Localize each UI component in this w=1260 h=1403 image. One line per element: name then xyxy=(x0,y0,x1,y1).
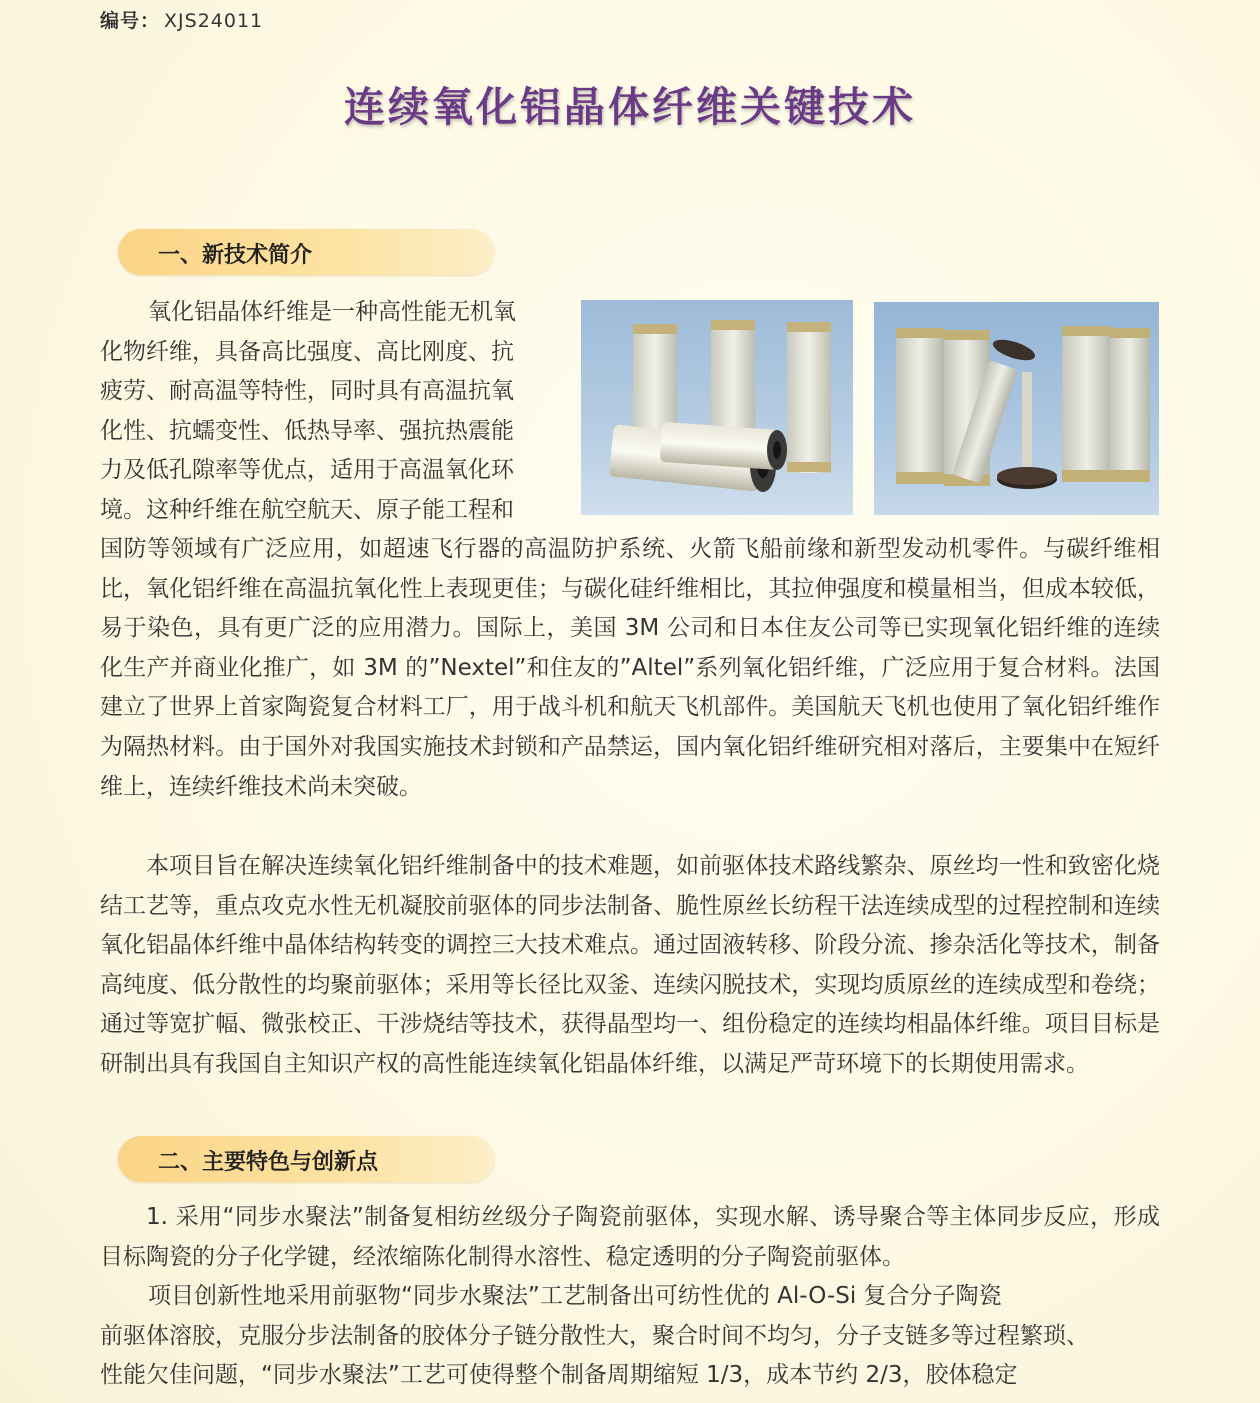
feature-point-1: 1. 采用“同步水聚法”制备复相纺丝级分子陶瓷前驱体，实现水解、诱导聚合等主体同步反应，形成目标陶瓷的分子化学键，经浓缩陈化制得水溶性、稳定透明的分子陶瓷前驱体。 xyxy=(100,1204,1160,1270)
intro-line: 化物纤维，具备高比强度、高比刚度、抗 xyxy=(100,339,514,365)
section-1-heading: 一、新技术简介 xyxy=(158,243,313,268)
intro-line: 境。这种纤维在航空航天、原子能工程和 xyxy=(100,497,514,523)
document-number-label: 编号： xyxy=(100,10,161,32)
fiber-spools-photo-1 xyxy=(581,300,853,515)
document-number-value: XJS24011 xyxy=(164,10,264,32)
intro-line: 力及低孔隙率等优点，适用于高温氧化环 xyxy=(100,457,514,483)
project-goal-paragraph: 本项目旨在解决连续氧化铝纤维制备中的技术难题，如前驱体技术路线繁杂、原丝均一性和致密化烧结工艺等，重点攻克水性无机凝胶前驱体的同步法制备、脆性原丝长纺程干法连续成型的过程控制和连续氧化铝晶体纤维中晶体结构转变的调控三大技术难点。通过固液转移、阶段分流、掺杂活化等技术，制备高纯度、低分散性的均聚前驱体；采用等长径比双釜、连续闪脱技术，实现均质原丝的连续成型和卷绕；通过等宽扩幅、微张校正、干涉烧结等技术，获得晶型均一、组份稳定的连续均相晶体纤维。项目目标是研制出具有我国自主知识产权的高性能连续氧化铝晶体纤维，以满足严苛环境下的长期使用需求。 xyxy=(100,853,1160,1077)
process-line: 项目创新性地采用前驱物“同步水聚法”工艺制备出可纺性优的 Al-O-Si 复合分子陶瓷 xyxy=(148,1283,1002,1309)
intro-continued-paragraph: 国防等领域有广泛应用，如超速飞行器的高温防护系统、火箭飞船前缘和新型发动机零件。与碳纤维相比，氧化铝纤维在高温抗氧化性上表现更佳；与碳化硅纤维相比，其拉伸强度和模量相当，但成本较低，易于染色，具有更广泛的应用潜力。国际上，美国 3M 公司和日本住友公司等已实现氧化铝纤维的连续化生产并商业化推广，如 3M 的”Nextel”和住友的”Altel”系列氧化铝纤维，广泛应用于复合材料。法国建立了世界上首家陶瓷复合材料工厂，用于战斗机和航天飞机部件。美国航天飞机也使用了氧化铝纤维作为隔热材料。由于国外对我国实施技术封锁和产品禁运，国内氧化铝纤维研究相对落后，主要集中在短纤维上，连续纤维技术尚未突破。 xyxy=(100,536,1160,800)
intro-line: 化性、抗蠕变性、低热导率、强抗热震能 xyxy=(100,418,514,444)
section-2-heading-pill xyxy=(118,1136,494,1182)
intro-line: 疲劳、耐高温等特性，同时具有高温抗氧 xyxy=(100,378,514,404)
section-2-heading: 二、主要特色与创新点 xyxy=(158,1150,379,1175)
intro-line: 氧化铝晶体纤维是一种高性能无机氧 xyxy=(148,299,516,325)
document-number xyxy=(100,6,263,33)
section-1-heading-pill xyxy=(118,229,494,275)
process-line: 性能欠佳问题，“同步水聚法”工艺可使得整个制备周期缩短 1/3，成本节约 2/3，胶体稳定 xyxy=(100,1362,1018,1388)
page-title: 连续氧化铝晶体纤维关键技术 xyxy=(344,83,916,131)
fiber-spools-photo-2 xyxy=(874,302,1159,515)
process-line: 前驱体溶胶，克服分步法制备的胶体分子链分散性大，聚合时间不均匀，分子支链多等过程繁琐、 xyxy=(100,1323,1089,1349)
